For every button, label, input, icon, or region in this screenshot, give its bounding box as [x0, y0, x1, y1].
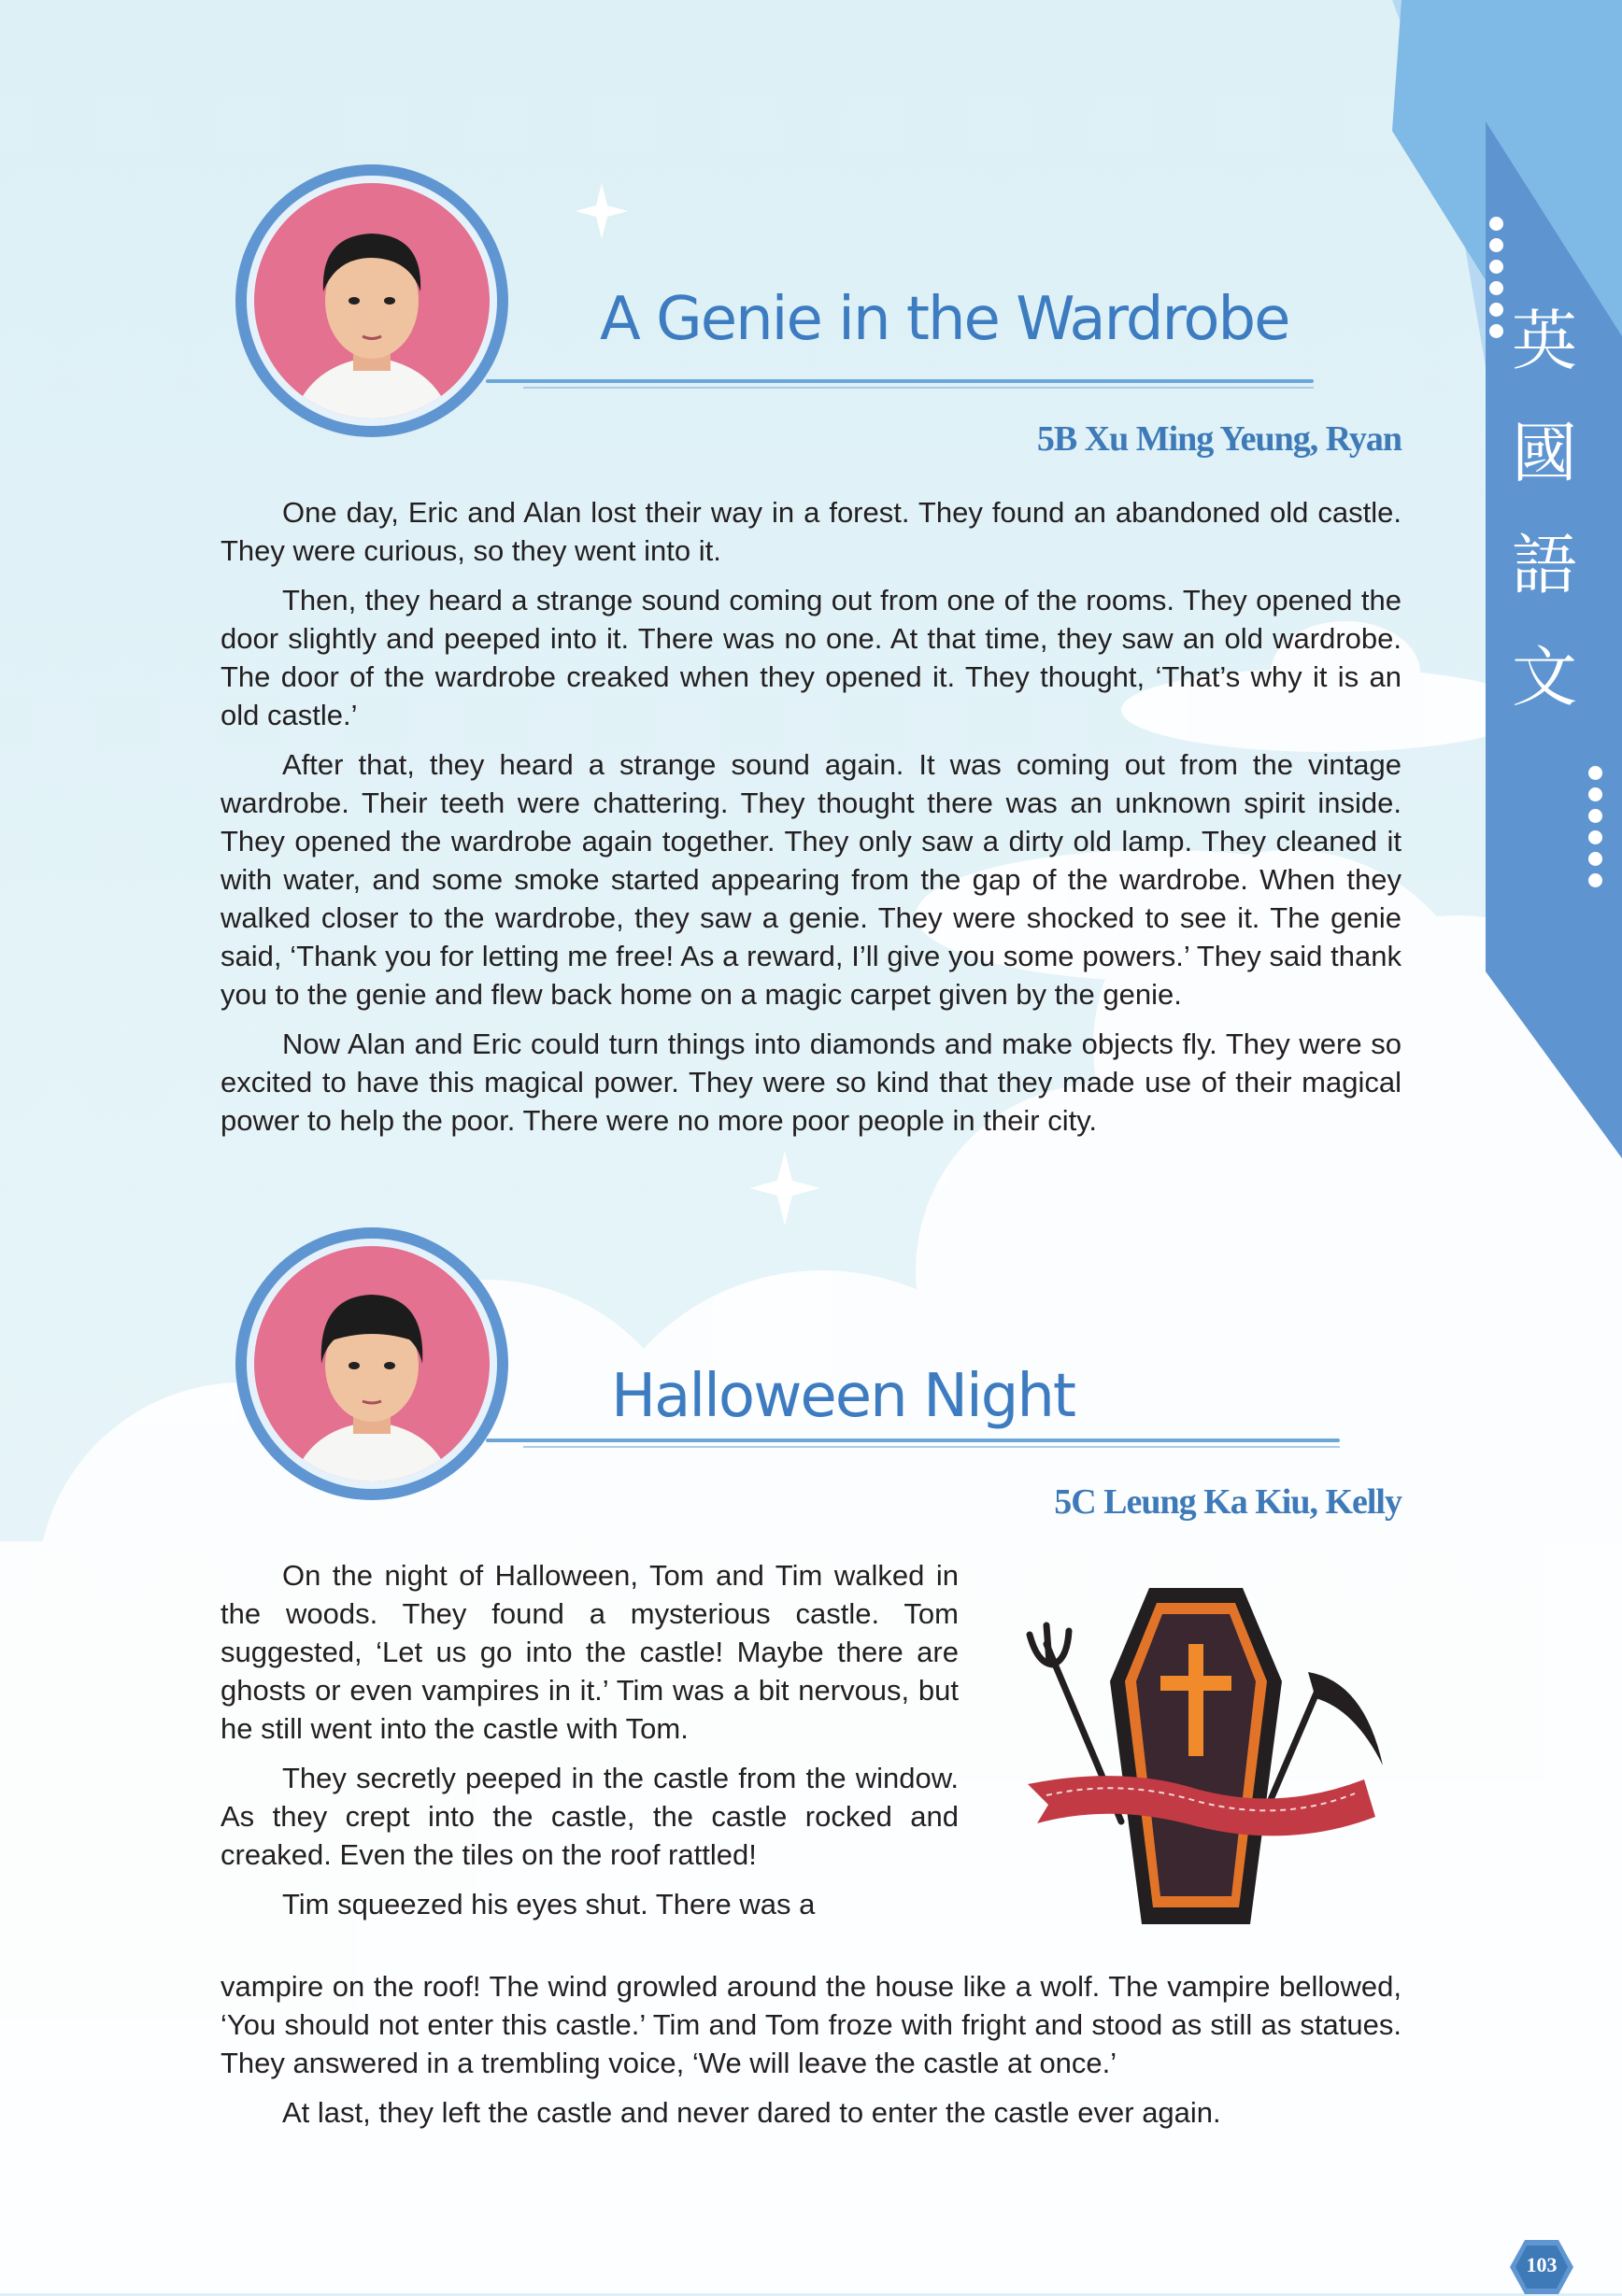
decorative-dots-bottom [1588, 766, 1602, 895]
story-author: 5B Xu Ming Yeung, Ryan [1036, 419, 1401, 459]
page-number: 103 [1526, 2253, 1558, 2276]
story-paragraph: Tim squeezed his eyes shut. There was a [282, 1888, 816, 1920]
coffin-illustration [1009, 1579, 1392, 1934]
story-author: 5C Leung Ka Kiu, Kelly [1054, 1482, 1401, 1522]
side-tab-title [1502, 303, 1586, 757]
student-photo-kelly [232, 1224, 512, 1504]
story-paragraph: After that, they heard a strange sound again. It was coming out from the vintage wardrobe. Their teeth were chattering. They thought there was an unknown spirit inside. They opened the wardrobe again together. They only saw a dirty old lamp. They cleaned it with water, and some smoke started appearing from the gap of the wardrobe. When they walked closer to the wardrobe, they saw a genie. They were shocked to see it. The genie said, ‘Thank you for letting me free! As a reward, I’ll give you some powers.’ They said thank you to the genie and flew back home on a magic carpet given by the genie. [221, 748, 1401, 1011]
story-paragraph: vampire on the roof! The wind growled around the house like a wolf. The vampire bellowed, ‘You should not enter this castle.’ Tim and Tom froze with fright and stood as still as statues. They answered in a trembling voice, ‘We will leave the castle at once.’ [221, 1970, 1401, 2079]
title-underline [486, 379, 1314, 383]
story-paragraph: One day, Eric and Alan lost their way in a forest. They found an abandoned old castle. They were curious, so they went into it. [221, 496, 1401, 567]
story-paragraph: At last, they left the castle and never dared to enter the castle ever again. [282, 2096, 1221, 2129]
story-title: Halloween Night [611, 1362, 1074, 1431]
story-paragraph: They secretly peeped in the castle from the window. As they crept into the castle, the castle rocked and creaked. Even the tiles on the roof rattled! [221, 1762, 959, 1871]
student-photo-ryan [232, 161, 512, 441]
side-title-char: 文 [1512, 639, 1577, 716]
side-title-char: 英 [1512, 303, 1577, 379]
title-underline-thin [523, 1446, 1340, 1448]
story-paragraph: Then, they heard a strange sound coming out from one of the rooms. They opened the door slightly and peeped into it. There was no one. At that time, they saw an old wardrobe. The door of the wardrobe creaked when they opened it. They thought, ‘That’s why it is an old castle.’ [221, 584, 1401, 731]
title-underline [486, 1439, 1340, 1442]
story-body-wrapped [221, 1556, 959, 1923]
story-body-full [221, 1967, 1401, 2143]
story-title: A Genie in the Wardrobe [600, 285, 1289, 354]
title-underline-thin [523, 387, 1314, 389]
story-paragraph: On the night of Halloween, Tom and Tim walked in the woods. They found a mysterious castle. Tom suggested, ‘Let us go into the castle! Maybe there are ghosts or even vampires in it.’ Tim was a bit nervous, but he still went into the castle with Tom. [221, 1559, 959, 1745]
side-title-char: 國 [1512, 415, 1577, 491]
decorative-dots-top [1489, 217, 1503, 346]
story-body [221, 493, 1401, 1151]
story-paragraph: Now Alan and Eric could turn things into diamonds and make objects fly. They were so excited to have this magical power. They were so kind that they made use of their magical power to help the poor. There were no more poor people in their city. [221, 1028, 1401, 1137]
side-title-char: 語 [1512, 527, 1577, 603]
